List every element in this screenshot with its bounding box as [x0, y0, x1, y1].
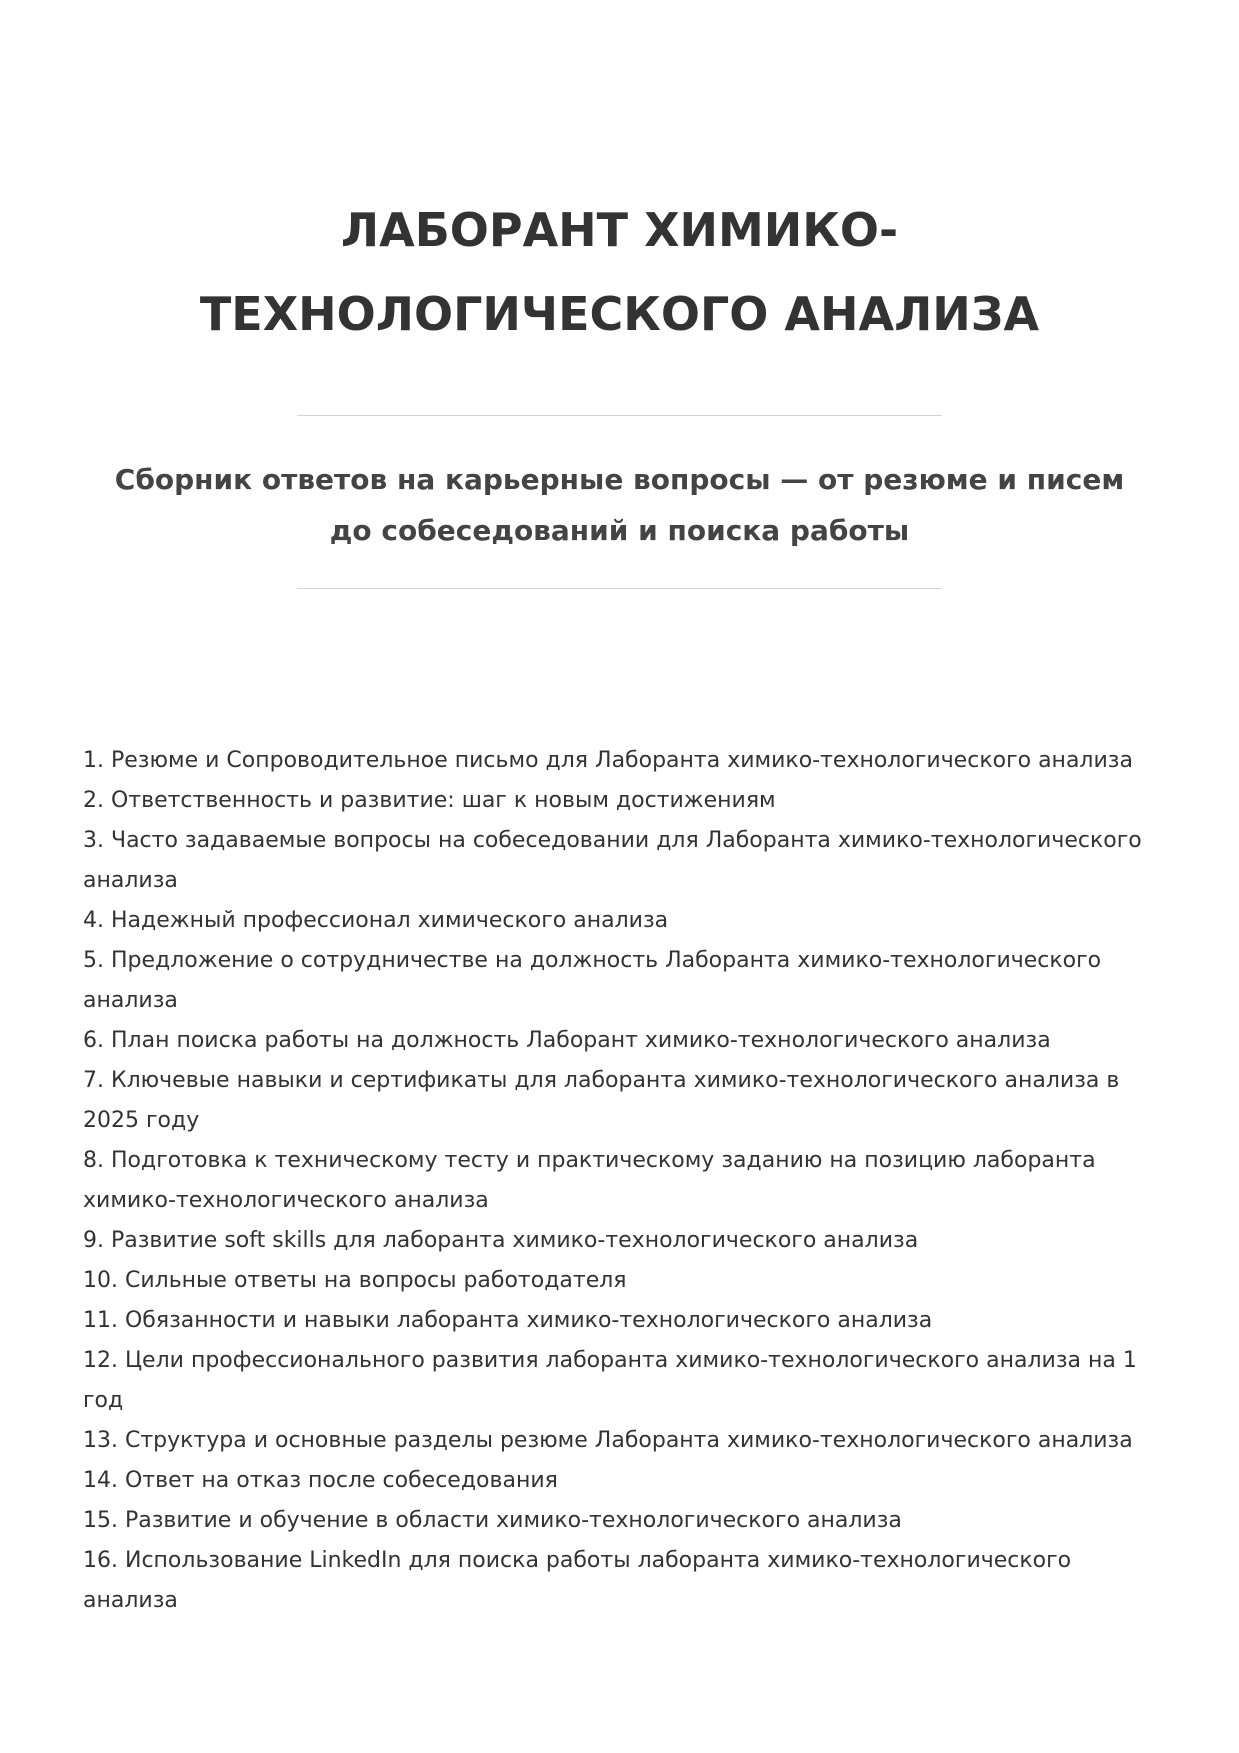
toc-item-13: 13. Структура и основные разделы резюме Лаборанта химико-технологического анализа	[83, 1428, 1133, 1453]
toc-item-15: 15. Развитие и обучение в области химико-технологического анализа	[83, 1508, 902, 1533]
toc-item-8: 8. Подготовка к техническому тесту и практическому заданию на позицию лаборанта химико-технологического анализа	[83, 1148, 1096, 1213]
toc-item-6: 6. План поиска работы на должность Лаборант химико-технологического анализа	[83, 1028, 1051, 1053]
page-title: ЛАБОРАНТ ХИМИКО-ТЕХНОЛОГИЧЕСКОГО АНАЛИЗА	[199, 203, 1040, 341]
toc-item-1: 1. Резюме и Сопроводительное письмо для Лаборанта химико-технологического анализа	[83, 748, 1133, 773]
toc-item-10: 10. Сильные ответы на вопросы работодателя	[83, 1268, 627, 1293]
page-subtitle: Сборник ответов на карьерные вопросы — от резюме и писем до собеседований и поиска работы	[114, 463, 1125, 547]
divider-top	[297, 415, 942, 416]
toc-item-4: 4. Надежный профессионал химического анализа	[83, 908, 669, 933]
toc-item-5: 5. Предложение о сотрудничестве на должность Лаборанта химико-технологического анализа	[83, 948, 1102, 1013]
toc-item-11: 11. Обязанности и навыки лаборанта химико-технологического анализа	[83, 1308, 933, 1333]
toc-item-2: 2. Ответственность и развитие: шаг к новым достижениям	[83, 788, 776, 813]
toc-item-14: 14. Ответ на отказ после собеседования	[83, 1468, 558, 1493]
table-of-contents	[83, 741, 1173, 1621]
toc-item-16: 16. Использование LinkedIn для поиска работы лаборанта химико-технологического анализа	[83, 1548, 1072, 1613]
toc-item-12: 12. Цели профессионального развития лаборанта химико-технологического анализа на 1 год	[83, 1348, 1137, 1413]
divider-bottom	[297, 588, 942, 589]
toc-item-7: 7. Ключевые навыки и сертификаты для лаборанта химико-технологического анализа в 2025 году	[83, 1068, 1120, 1133]
toc-item-3: 3. Часто задаваемые вопросы на собеседовании для Лаборанта химико-технологического анализа	[83, 828, 1142, 893]
toc-item-9: 9. Развитие soft skills для лаборанта химико-технологического анализа	[83, 1228, 919, 1253]
